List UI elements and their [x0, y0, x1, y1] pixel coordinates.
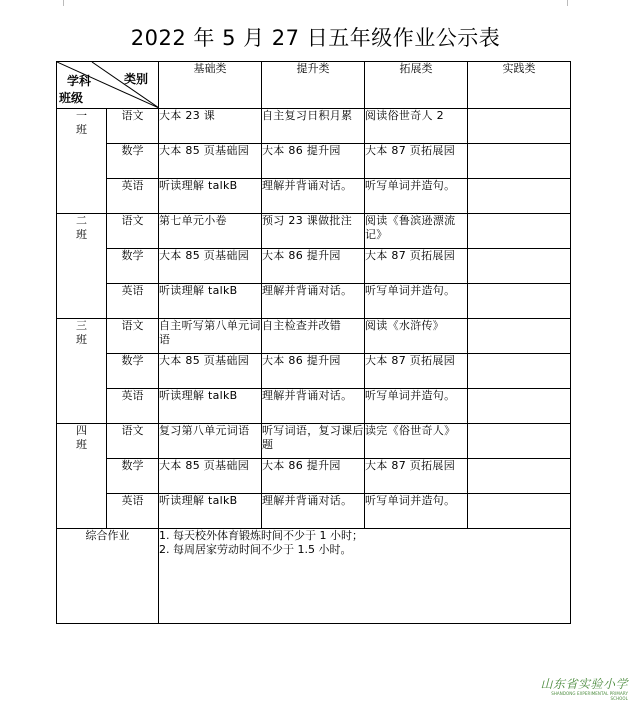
column-header-basic: 基础类 — [159, 62, 262, 109]
homework-text: 自主听写第八单元词语 — [159, 319, 261, 346]
class-name-line: 班 — [76, 333, 87, 346]
homework-cell-improve — [262, 354, 365, 389]
homework-text: 第七单元小卷 — [159, 214, 227, 227]
homework-cell-extend — [365, 249, 468, 284]
homework-cell-improve — [262, 179, 365, 214]
page-corner-mark-right — [567, 0, 568, 6]
subject-cell: 语文 — [107, 214, 159, 249]
class-name-cell — [57, 424, 107, 529]
homework-cell-practice — [468, 319, 571, 354]
homework-text: 阅读俗世奇人 2 — [365, 109, 444, 122]
homework-text: 大本 87 页拓展园 — [365, 144, 455, 157]
subject-cell: 语文 — [107, 424, 159, 459]
homework-text: 复习第八单元词语 — [159, 424, 250, 437]
homework-cell-practice — [468, 109, 571, 144]
homework-text: 听写单词并造句。 — [365, 284, 456, 297]
table-row — [57, 249, 571, 284]
homework-text: 听写单词并造句。 — [365, 389, 456, 402]
homework-cell-extend — [365, 144, 468, 179]
homework-text: 大本 86 提升园 — [262, 249, 341, 262]
table-row — [57, 214, 571, 249]
homework-cell-practice — [468, 144, 571, 179]
class-name-line: 二 — [76, 214, 87, 227]
page-title: 2022 年 5 月 27 日五年级作业公示表 — [130, 26, 501, 51]
homework-cell-basic — [159, 494, 262, 529]
homework-text: 听读理解 talkB — [159, 179, 238, 192]
school-logo — [538, 675, 628, 701]
class-name-cell — [57, 109, 107, 214]
corner-class-label: 班级 — [59, 91, 84, 105]
homework-cell-extend — [365, 284, 468, 319]
homework-cell-practice — [468, 354, 571, 389]
homework-text: 大本 86 提升园 — [262, 354, 341, 367]
column-header-improve: 提升类 — [262, 62, 365, 109]
homework-cell-extend — [365, 389, 468, 424]
subject-cell: 英语 — [107, 284, 159, 319]
school-logo-name: 山东省实验小学 — [540, 677, 628, 691]
class-name-line: 三 — [76, 319, 87, 332]
homework-cell-extend — [365, 319, 468, 354]
homework-cell-improve — [262, 389, 365, 424]
class-name-cell — [57, 214, 107, 319]
table-row — [57, 459, 571, 494]
homework-cell-basic — [159, 354, 262, 389]
homework-text: 大本 85 页基础园 — [159, 249, 249, 262]
homework-text: 听读理解 talkB — [159, 389, 238, 402]
page-corner-mark-left — [63, 0, 64, 6]
table-row — [57, 494, 571, 529]
subject-cell: 数学 — [107, 144, 159, 179]
table-row — [57, 424, 571, 459]
homework-cell-improve — [262, 424, 365, 459]
homework-text: 大本 86 提升园 — [262, 459, 341, 472]
homework-cell-practice — [468, 389, 571, 424]
table-row — [57, 319, 571, 354]
header-row — [57, 62, 571, 109]
homework-cell-practice — [468, 179, 571, 214]
homework-cell-basic — [159, 214, 262, 249]
homework-text: 听写单词并造句。 — [365, 494, 456, 507]
homework-table — [56, 61, 571, 624]
table-row — [57, 179, 571, 214]
table-row — [57, 389, 571, 424]
column-header-extend: 拓展类 — [365, 62, 468, 109]
homework-text: 阅读《鲁滨逊漂流记》 — [365, 214, 456, 241]
homework-cell-improve — [262, 459, 365, 494]
homework-cell-improve — [262, 494, 365, 529]
homework-text: 自主检查并改错 — [262, 319, 342, 332]
homework-text: 理解并背诵对话。 — [262, 284, 353, 297]
class-name-cell — [57, 319, 107, 424]
homework-text: 理解并背诵对话。 — [262, 179, 353, 192]
summary-label: 综合作业 — [57, 529, 159, 624]
homework-cell-extend — [365, 354, 468, 389]
homework-cell-extend — [365, 179, 468, 214]
table-row — [57, 354, 571, 389]
homework-text: 大本 86 提升园 — [262, 144, 341, 157]
homework-cell-improve — [262, 144, 365, 179]
subject-cell: 数学 — [107, 459, 159, 494]
homework-text: 大本 23 课 — [159, 109, 216, 122]
summary-item: 2. 每周居家劳动时间不少于 1.5 小时。 — [159, 543, 352, 556]
homework-cell-basic — [159, 319, 262, 354]
homework-text: 听写单词并造句。 — [365, 179, 456, 192]
homework-text: 自主复习日积月累 — [262, 109, 353, 122]
homework-cell-practice — [468, 284, 571, 319]
class-body — [57, 109, 571, 529]
homework-cell-practice — [468, 249, 571, 284]
homework-cell-improve — [262, 214, 365, 249]
homework-cell-extend — [365, 214, 468, 249]
homework-text: 大本 87 页拓展园 — [365, 354, 455, 367]
corner-subject-label: 学科 — [67, 74, 92, 88]
class-name-line: 班 — [76, 123, 87, 136]
class-name-line: 班 — [76, 228, 87, 241]
homework-text: 大本 87 页拓展园 — [365, 249, 455, 262]
homework-cell-basic — [159, 109, 262, 144]
subject-cell: 语文 — [107, 319, 159, 354]
homework-text: 听读理解 talkB — [159, 284, 238, 297]
homework-text: 听写词语，复习课后题 — [262, 424, 364, 451]
homework-text: 读完《俗世奇人》 — [365, 424, 456, 437]
homework-cell-extend — [365, 494, 468, 529]
subject-cell: 语文 — [107, 109, 159, 144]
corner-category-label: 类别 — [123, 72, 148, 86]
homework-cell-improve — [262, 109, 365, 144]
homework-cell-improve — [262, 284, 365, 319]
homework-text: 大本 85 页基础园 — [159, 459, 249, 472]
homework-cell-basic — [159, 179, 262, 214]
homework-cell-basic — [159, 389, 262, 424]
subject-cell: 英语 — [107, 494, 159, 529]
homework-text: 阅读《水浒传》 — [365, 319, 445, 332]
summary-row — [57, 529, 571, 624]
class-name-line: 班 — [76, 438, 87, 451]
subject-cell: 英语 — [107, 389, 159, 424]
homework-cell-basic — [159, 459, 262, 494]
homework-text: 大本 87 页拓展园 — [365, 459, 455, 472]
homework-cell-practice — [468, 494, 571, 529]
class-name-line: 一 — [76, 109, 87, 122]
homework-cell-basic — [159, 144, 262, 179]
table-row — [57, 109, 571, 144]
homework-text: 预习 23 课做批注 — [262, 214, 352, 227]
homework-text: 大本 85 页基础园 — [159, 354, 249, 367]
homework-cell-practice — [468, 214, 571, 249]
class-name-line: 四 — [76, 424, 87, 437]
subject-cell: 数学 — [107, 249, 159, 284]
homework-text: 听读理解 talkB — [159, 494, 238, 507]
homework-cell-practice — [468, 459, 571, 494]
homework-cell-improve — [262, 319, 365, 354]
subject-cell: 数学 — [107, 354, 159, 389]
homework-cell-basic — [159, 284, 262, 319]
corner-header-cell — [57, 62, 159, 109]
table-row — [57, 144, 571, 179]
subject-cell: 英语 — [107, 179, 159, 214]
summary-content — [159, 529, 571, 624]
homework-cell-extend — [365, 424, 468, 459]
homework-cell-basic — [159, 249, 262, 284]
homework-cell-extend — [365, 459, 468, 494]
homework-text: 理解并背诵对话。 — [262, 494, 353, 507]
homework-cell-improve — [262, 249, 365, 284]
table-row — [57, 284, 571, 319]
homework-text: 大本 85 页基础园 — [159, 144, 249, 157]
summary-item: 1. 每天校外体育锻炼时间不少于 1 小时； — [159, 529, 363, 542]
homework-cell-practice — [468, 424, 571, 459]
homework-cell-basic — [159, 424, 262, 459]
column-header-practice: 实践类 — [468, 62, 571, 109]
homework-cell-extend — [365, 109, 468, 144]
homework-text: 理解并背诵对话。 — [262, 389, 353, 402]
school-logo-subtitle: SHANDONG EXPERIMENTAL PRIMARY SCHOOL — [551, 691, 628, 701]
